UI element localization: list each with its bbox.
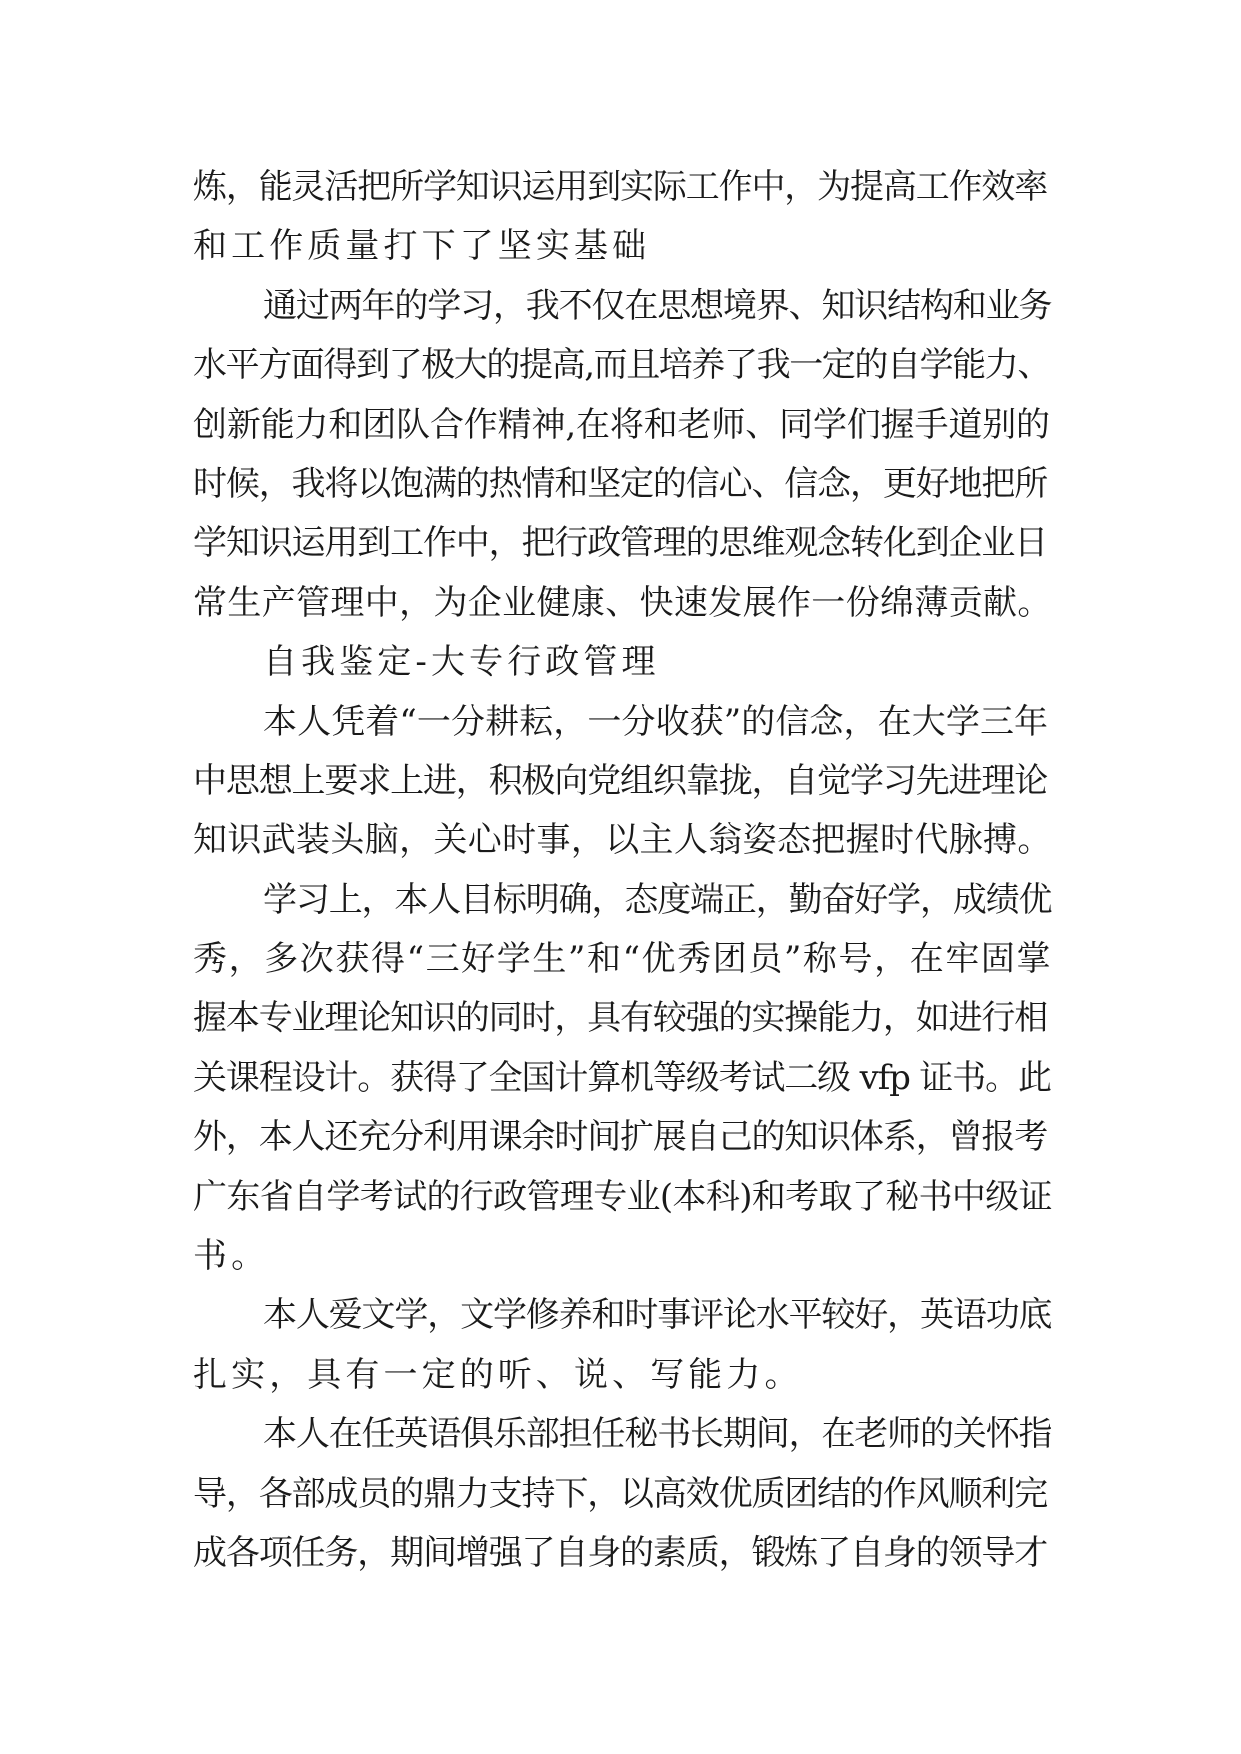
text-line: 水平方面得到了极大的提高,而且培养了我一定的自学能力、 [193,345,1051,386]
text-line: 外，本人还充分利用课余时间扩展自己的知识体系，曾报考 [193,1117,1048,1158]
text-line: 成各项任务，期间增强了自身的素质，锻炼了自身的领导才 [193,1532,1048,1573]
text-line: 导，各部成员的鼎力支持下，以高效优质团结的作风顺利完 [193,1473,1048,1514]
text-line: 本人爱文学，文学修养和时事评论水平较好，英语功底 [263,1295,1052,1336]
text-line: 学知识运用到工作中，把行政管理的思维观念转化到企业日 [193,523,1048,564]
document-body [193,158,1053,1583]
text-line: 关课程设计。获得了全国计算机等级考试二级 vfp 证书。此 [193,1057,1051,1098]
text-line: 通过两年的学习，我不仅在思想境界、知识结构和业务 [263,285,1052,326]
text-line: 创新能力和团队合作精神,在将和老师、同学们握手道别的 [193,404,1050,445]
text-line: 中思想上要求上进，积极向党组织靠拢，自觉学习先进理论 [193,760,1048,801]
text-line: 本人凭着“一分耕耘，一分收获”的信念，在大学三年 [263,701,1049,742]
text-line: 常生产管理中，为企业健康、快速发展作一份绵薄贡献。 [193,582,1052,623]
text-line: 学习上，本人目标明确，态度端正，勤奋好学，成绩优 [263,879,1052,920]
text-line: 书。 [193,1236,270,1277]
text-line: 和工作质量打下了坚实基础 [193,226,651,267]
text-line: 扎实，具有一定的听、说、写能力。 [193,1354,803,1395]
text-line: 炼，能灵活把所学知识运用到实际工作中，为提高工作效率 [193,167,1048,207]
text-line: 自我鉴定-大专行政管理 [263,642,660,683]
text-line: 广东省自学考试的行政管理专业(本科)和考取了秘书中级证 [193,1176,1052,1217]
text-line: 知识武装头脑，关心时事，以主人翁姿态把握时代脉搏。 [193,820,1052,861]
text-line: 握本专业理论知识的同时，具有较强的实操能力，如进行相 [193,998,1048,1039]
text-line: 时候，我将以饱满的热情和坚定的信心、信念，更好地把所 [193,463,1048,504]
text-line: 秀，多次获得“三好学生”和“优秀团员”称号，在牢固掌 [193,939,1053,980]
text-line: 本人在任英语俱乐部担任秘书长期间，在老师的关怀指 [263,1414,1052,1455]
